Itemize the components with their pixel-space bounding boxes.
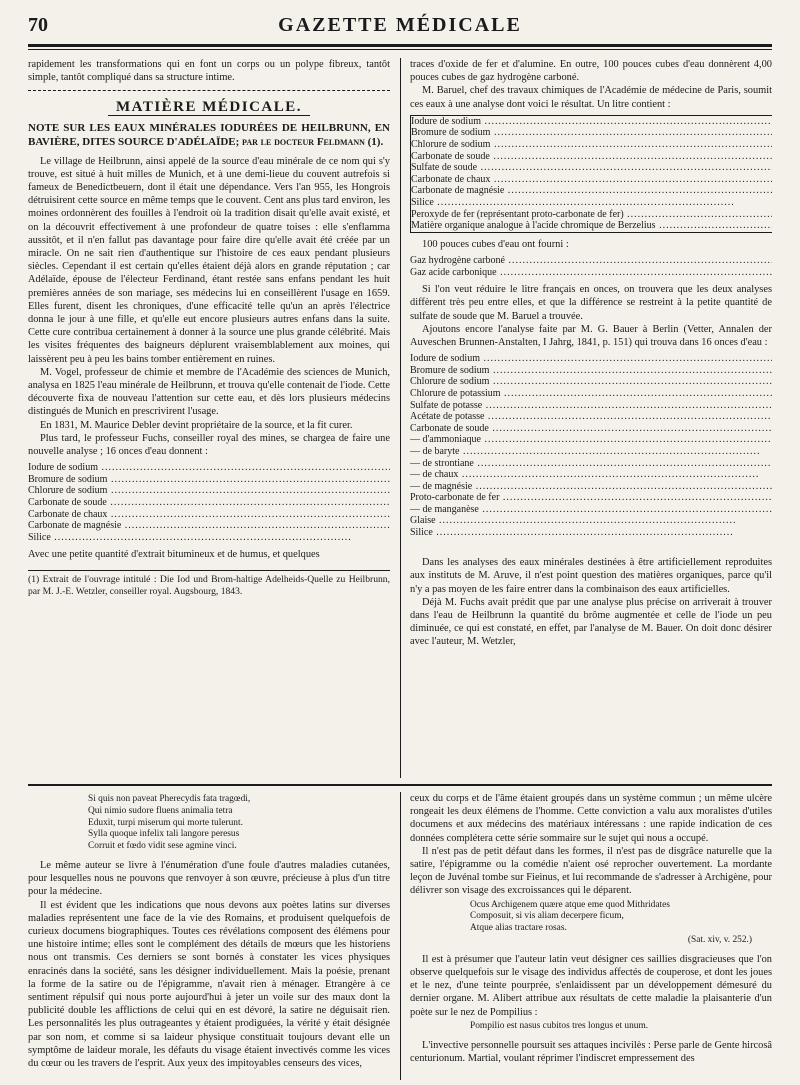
- section-title: [28, 101, 390, 114]
- paragraph: L'invective personnelle poursuit ses attaques incivilès : Perse parle de Gente hircosâ centurionum. Martial, voulant réprimer l'indiscret empressement des: [410, 1039, 772, 1064]
- paragraph: Il n'est pas de petit défaut dans les formes, il n'est pas de disgrâce naturelle que la satire, l'épigramme ou la comédie n'aient osé reprocher ouvertement. La mordante leçon de Juvénal tombe sur Fieinus, et lui recommande de s'adresser à Archigène, pour délivrer son visage des excroissances qui le déparent.: [410, 845, 772, 897]
- column-separator: [400, 58, 401, 778]
- article-title: NOTE SUR LES EAUX MINÉRALES IODURÉES DE HEILBRUNN, EN BAVIÈRE, DITES SOURCE D'ADÉLAÏDE; par le docteur Feldmann (1).: [28, 121, 390, 148]
- paragraph: ceux du corps et de l'âme étaient groupés dans un système commun ; un même ulcère rongeait les deux élémens de l'homme. Cette conviction a valu aux moralistes d'utiles documens et aux médecins des matériaux intéressans : une rapide indication de ces données complétera cette série sommaire sur le sujet qui nous a occupé.: [410, 793, 772, 844]
- cell-name: Chlorure de sodium .....: [411, 139, 773, 151]
- cell-name: Silice .....: [411, 197, 773, 209]
- table-row: [411, 139, 773, 151]
- page-header: [28, 10, 772, 44]
- table-row: [410, 400, 772, 412]
- cell-name: — de magnésie .....: [410, 481, 772, 493]
- verse-line: Qui nimio sudore fluens animalia tetra: [88, 805, 233, 816]
- paragraph: traces d'oxide de fer et d'alumine. En outre, 100 pouces cubes d'eau donnèrent 4,00 pouces cubes de gaz hydrogène carboné.: [410, 59, 772, 84]
- table-row: [411, 220, 773, 232]
- cell-name: Peroxyde de fer (représentant proto-carbonate de fer) .....: [411, 209, 773, 221]
- analysis-table-baruel: [410, 115, 772, 233]
- cell-name: Carbonate de soude .....: [411, 151, 773, 163]
- cell-name: Carbonate de soude .....: [410, 423, 772, 435]
- cell-name: Glaise .....: [410, 515, 772, 527]
- cell-name: Bromure de sodium .....: [410, 365, 772, 377]
- cell-name: Carbonate de magnésie .....: [28, 520, 390, 532]
- cell-name: Iodure de sodium .....: [410, 353, 772, 365]
- table-row: [28, 532, 390, 544]
- cell-name: — de chaux .....: [410, 469, 772, 481]
- verse-line: Si quis non paveat Pherecydis fata tragœdi,: [88, 794, 251, 804]
- cell-name: Carbonate de soude .....: [28, 497, 390, 509]
- verse-reference: (Sat. xiv, v. 252.): [687, 935, 752, 946]
- footnote: (1) Extrait de l'ouvrage intitulé : Die Iod und Brom-haltige Adelheids-Quelle zu Heilbrunn, par M. J.-E. Wetzler, conseiller royal. Augsbourg, 1843.: [28, 570, 390, 598]
- cell-name: Proto-carbonate de fer .....: [410, 492, 772, 504]
- cell-name: — de baryte .....: [410, 446, 772, 458]
- page-divider: [28, 784, 772, 786]
- table-row: [411, 151, 773, 163]
- cell-name: Bromure de sodium .....: [28, 474, 390, 486]
- cell-name: Matière organique analogue à l'acide chromique de Berzelius .....: [411, 220, 773, 232]
- section-divider: [28, 90, 390, 91]
- table-row: [411, 174, 773, 186]
- cell-name: Silice .....: [28, 532, 390, 544]
- verse-line: Ocus Archigenem quære atque eme quod Mithridates: [470, 899, 670, 910]
- table-row: [28, 520, 390, 532]
- verse-line: Corruit et fœdo vidit sese agmine vinci.: [88, 841, 237, 852]
- cell-name: Silice .....: [410, 527, 772, 539]
- masthead: GAZETTE MÉDICALE: [278, 14, 522, 36]
- paragraph: En 1831, M. Maurice Debler devint propriétaire de la source, et la fit curer.: [40, 419, 353, 431]
- cell-name: Chlorure de sodium .....: [28, 485, 390, 497]
- cell-name: Bromure de sodium .....: [411, 127, 773, 139]
- cell-name: Acétate de potasse .....: [410, 411, 772, 423]
- table-row: [410, 423, 772, 435]
- verse-line: Sylla quoque infelix tali langore peresus: [88, 829, 240, 840]
- table-row: [411, 115, 773, 127]
- table-row: [411, 185, 773, 197]
- paragraph: Il est à présumer que l'auteur latin veut désigner ces saillies disgracieuses que l'on observe quelquefois sur le visage des individus affectés de couperose, et dont les joues et le nez, d'une teinte pourprée, s'enlaidissent par un développement démesuré du dernier organe. M. Alibert attribue aux résultats de cette maladie la plaisanterie d'un poète sur le nez de Pompilius :: [410, 953, 772, 1018]
- paragraph: Avec une petite quantité d'extrait bitumineux et de humus, et quelques: [28, 549, 320, 561]
- cell-name: — de strontiane .....: [410, 458, 772, 470]
- table-row: [410, 446, 772, 458]
- table-row: [410, 411, 772, 423]
- cell-name: Sulfate de soude .....: [411, 162, 773, 174]
- table-row: [410, 527, 772, 539]
- paragraph: Si l'on veut réduire le litre français en onces, on trouvera que les deux analyses diffèrent très peu entre elles, et que la différence se restreint à la petite quantité de sulfate de soude que M. Baruel a trouvée.: [410, 284, 772, 322]
- lower-right-column: [410, 792, 772, 1080]
- paragraph: Ajoutons encore l'analyse faite par M. G. Bauer à Berlin (Vetter, Annalen der Auveschen Brunnen-Anstalten, I Jahrg, 1841, p. 151) qui trouva dans 16 onces d'eau :: [410, 323, 772, 348]
- latin-verse: [88, 794, 390, 853]
- table-row: [410, 267, 772, 279]
- table-row: [410, 388, 772, 400]
- table-total-row: [410, 539, 772, 551]
- paragraph: M. Vogel, professeur de chimie et membre de l'Académie des sciences de Munich, analysa en 1825 l'eau minérale de Heilbrunn, et trouva qu'elle contenait de l'iode. Cette découverte fixa de nouveau l'attention sur cette eau, et dès lors plusieurs médecins distingués de Munich en prescrivirent l'usage.: [28, 366, 390, 418]
- cell-name: Carbonate de chaux .....: [28, 509, 390, 521]
- paragraph: Il est évident que les indications que nous devons aux poètes latins sur diverses maladies représentent une face de la vie des Romains, et produisent quelquefois de curieux documens biographiques. Toutes ces révélations composent des élémens pour une histoire intime; elles sont le complément des détails de mœurs que les historiens nous ont transmis. Ces derniers se sont bornés à constater les vices physiques enracinés dans la société, sans les désigner individuellement. Mais la poésie, prenant la forme de la satire ou de l'épigramme, n'avait rien à ménager. Etrangère à ce sentiment répulsif qui nous porte aujourd'hui à jeter un voile sur des maux dont la publicité double les afflictions de celui qui en est dévoré, la satire ne déguisait rien. Les personnalités les plus outrageantes y étaient prodiguées, la vérité y était désignée par son nom, et comme si sa laideur physique constituait toujours devant elle un symptôme de laideur morale, les défauts du visage étaient invectivés comme les vices du cœur ou les travers de l'esprit. Aux yeux des impitoyables censeurs des vices,: [28, 899, 390, 1070]
- table-row: [411, 197, 773, 209]
- paragraph: 100 pouces cubes d'eau ont fourni :: [422, 238, 569, 250]
- table-row: [28, 509, 390, 521]
- left-column: [28, 58, 390, 773]
- gas-table: [410, 255, 772, 278]
- verse-line: Atque alias tractare rosas.: [470, 923, 567, 934]
- table-row: [411, 162, 773, 174]
- verse-line: Eduxit, turpi miserum qui morte tulerunt.: [88, 817, 243, 828]
- analysis-table-fuchs: [28, 462, 390, 543]
- cell-name: Iodure de sodium .....: [411, 115, 773, 127]
- table-row: [410, 469, 772, 481]
- paragraph: Plus tard, le professeur Fuchs, conseiller royal des mines, se chargea de faire une nouvelle analyse ; 16 onces d'eau donnent :: [28, 432, 390, 458]
- upper-columns: [28, 58, 772, 778]
- cell-name: Gaz acide carbonique .....: [410, 267, 772, 279]
- cell-name: Gaz hydrogène carboné .....: [410, 255, 772, 267]
- paragraph: M. Baruel, chef des travaux chimiques de l'Académie de médecine de Paris, soumit ces eaux à une analyse dont voici le résultat. Un litre contient :: [410, 85, 772, 110]
- table-row: [410, 481, 772, 493]
- paragraph: Dans les analyses des eaux minérales destinées à être artificiellement reproduites aux instituts de M. Aruve, il n'est point question des matières organiques, parce qu'il n'y a pas moyen de les faire entrer dans la combinaison des eaux artificielles.: [410, 557, 772, 595]
- table-row: [410, 376, 772, 388]
- table-row: [410, 515, 772, 527]
- column-separator: [400, 792, 401, 1080]
- table-row: [411, 209, 773, 221]
- section-title-text: MATIÈRE MÉDICALE.: [108, 99, 310, 116]
- paragraph: Le même auteur se livre à l'énumération d'une foule d'autres maladies cutanées, pour lesquelles nous ne pouvons que renvoyer à son œuvre, précieuse à plus d'un titre pour la médecine.: [28, 859, 390, 898]
- right-column: [410, 58, 772, 773]
- table-row: [410, 353, 772, 365]
- table-row: [410, 365, 772, 377]
- lower-left-column: [28, 792, 390, 1080]
- cell-name: Iodure de sodium .....: [28, 462, 390, 474]
- table-row: [410, 434, 772, 446]
- table-row: [410, 492, 772, 504]
- latin-verse: [470, 900, 772, 947]
- intro-paragraph: rapidement les transformations qui en font un corps ou un polype fibreux, tantôt simple, tantôt compliqué dans sa structure intime.: [28, 59, 390, 84]
- table-row: [410, 458, 772, 470]
- verse-line: Pompilio est nasus cubitos tres longus et unum.: [470, 1020, 649, 1031]
- paragraph: Le village de Heilbrunn, ainsi appelé de la source d'eau minérale de ce nom qui s'y trouve, est situé à huit milles de Munich, et à une demi-lieue du couvent autrefois si fameux de Benedictbeuern, dont il était une dépendance. Vers l'an 955, les Hongrois détruisirent cette source en même temps que le couvent. Cent ans plus tard environ, les moines ordonnèrent des fouilles à l'endroit où la tradition disait qu'elle avait existé, et on la découvrit effectivement à une profondeur de quatre toises : elle s'enflamma aussitôt, et il n'en fallut pas davantage pour faire dire qu'elle avait été créée par un miracle. On ne sait rien d'authentique sur l'histoire de ces eaux pendant plusieurs siècles. Cependant il est certain qu'elles étaient déjà alors en grande réputation ; car Adélaïde, épouse de l'électeur Ferdinand, étant restée sans enfans pendant les huit premières années de son mariage, ses médecins lui en conseillèrent l'usage en 1659. Elles furent, disent les chroniques, d'une efficacité telle qu'un an après l'électrice donna le jour à une fille, et qu'elle eut encore plusieurs autres enfans dans la suite. Cette cure contribua certainement à donner à la source une plus grande célébrité. Mais les visites fréquentes des baigneurs déplurent vraisemblablement aux moines, qui laissèrent peu à peu les bains tomber entièrement en ruines.: [28, 155, 390, 365]
- table-row: [28, 474, 390, 486]
- cell-name: Chlorure de sodium .....: [410, 376, 772, 388]
- page-number: 70: [28, 14, 48, 36]
- cell-name: Carbonate de chaux .....: [411, 174, 773, 186]
- latin-verse-pompilius: [470, 1021, 772, 1033]
- header-rule: [28, 44, 772, 47]
- table-row: [28, 462, 390, 474]
- newspaper-page: [28, 10, 772, 1080]
- paragraph: Déjà M. Fuchs avait prédit que par une analyse plus précise on arriverait à trouver dans l'eau de Heilbrunn la quantité du brôme augmentée et celle de l'iode un peu diminuée, ce qui est constaté, en effet, par l'analyse de M. Bauer. On doit donc désirer avec l'auteur, M. Wetzler,: [410, 596, 772, 648]
- cell-name: Carbonate de magnésie .....: [411, 185, 773, 197]
- analysis-table-bauer: [410, 353, 772, 551]
- cell-name: — d'ammoniaque .....: [410, 434, 772, 446]
- header-rule-thin: [28, 49, 772, 50]
- cell-name: Chlorure de potassium .....: [410, 388, 772, 400]
- table-row: [410, 504, 772, 516]
- table-row: [28, 497, 390, 509]
- cell-name: Sulfate de potasse .....: [410, 400, 772, 412]
- table-row: [410, 255, 772, 267]
- lower-columns: [28, 792, 772, 1080]
- table-row: [28, 485, 390, 497]
- table-row: [411, 127, 773, 139]
- cell-name: — de manganèse .....: [410, 504, 772, 516]
- verse-line: Composuit, si vis aliam decerpere ficum,: [470, 911, 624, 922]
